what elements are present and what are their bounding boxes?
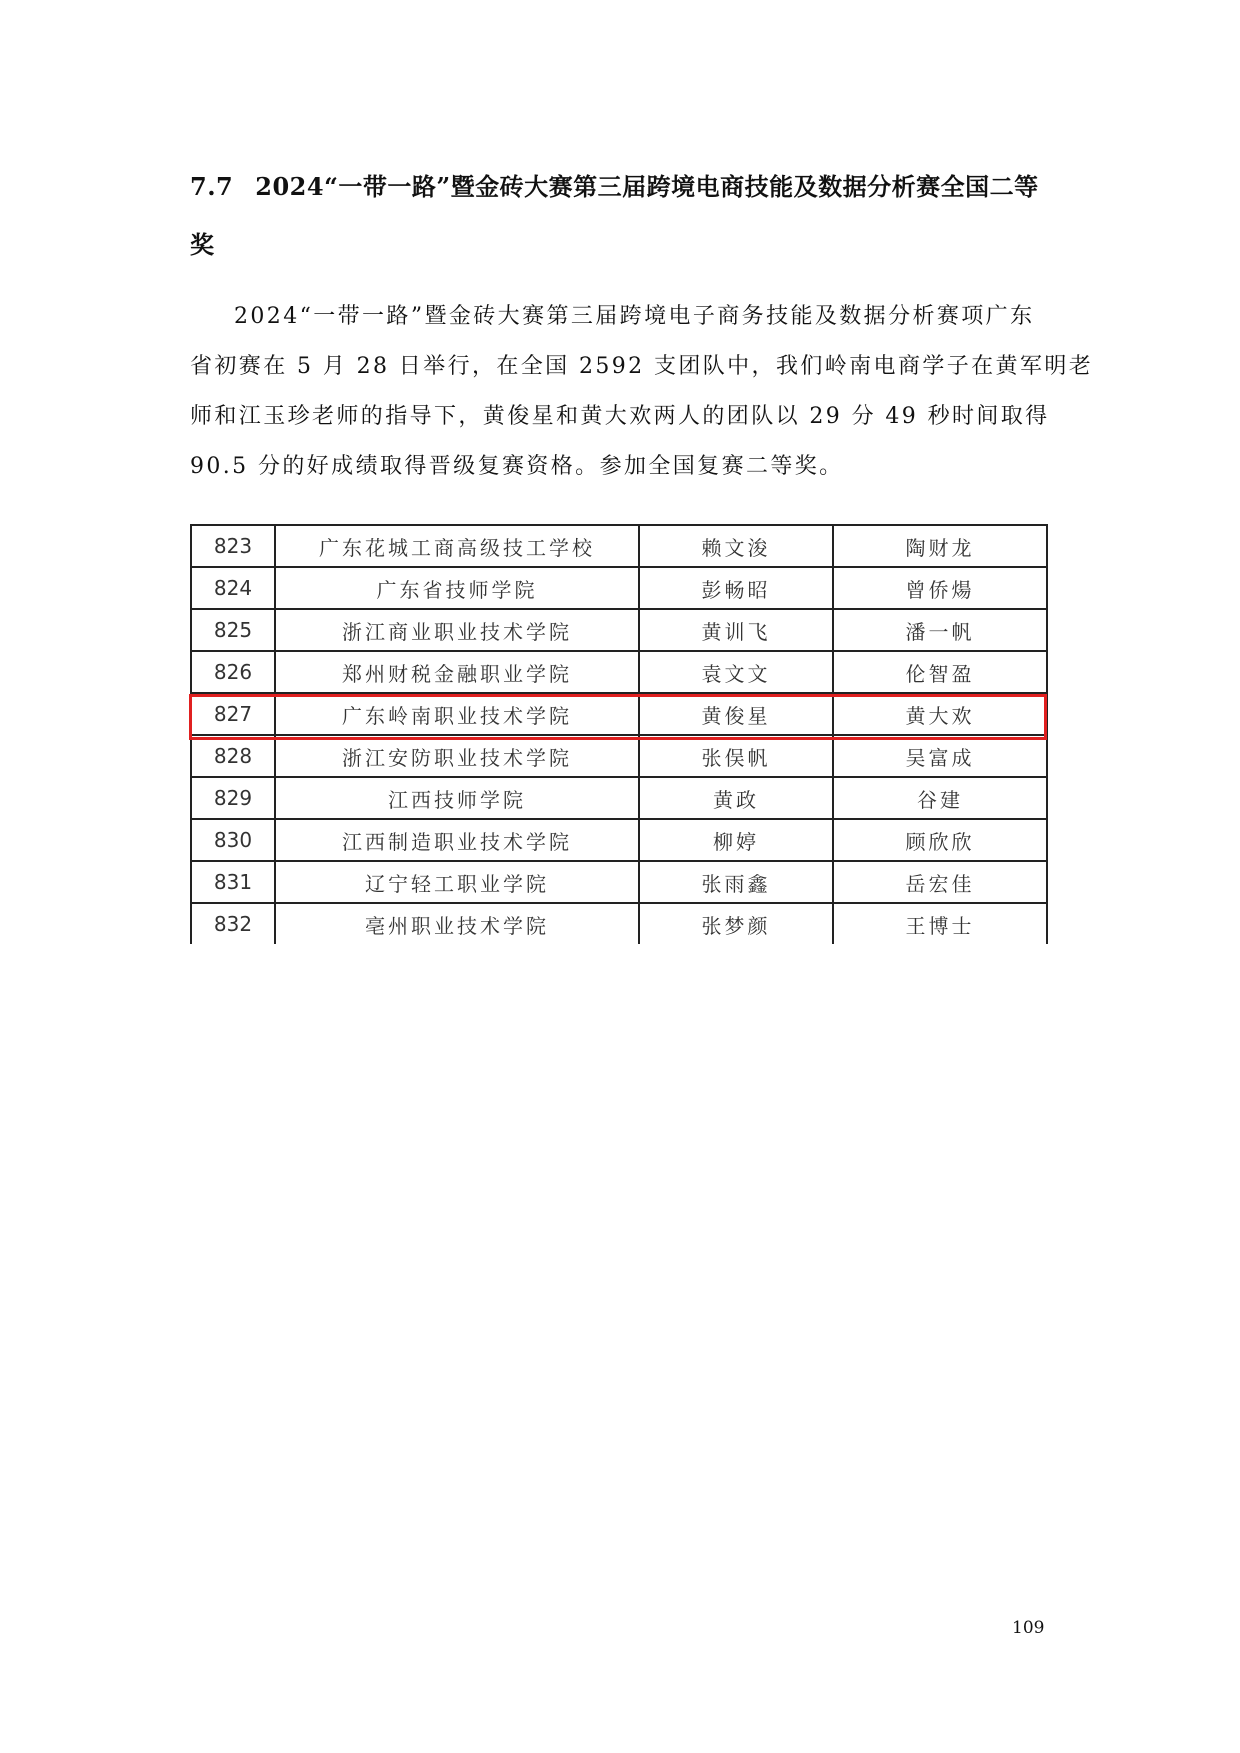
- row-number: 826: [191, 651, 275, 693]
- table-row: [191, 819, 1047, 861]
- row-number: 827: [191, 693, 275, 735]
- section-title-line2: 奖: [190, 230, 215, 259]
- row-number: 828: [191, 735, 275, 777]
- member-1: 张雨鑫: [639, 861, 833, 903]
- member-2: 陶财龙: [833, 525, 1047, 567]
- member-2: 吴富成: [833, 735, 1047, 777]
- member-2: 王博士: [833, 903, 1047, 944]
- row-number: 829: [191, 777, 275, 819]
- section-title-line1: 2024“一带一路”暨金砖大赛第三届跨境电商技能及数据分析赛全国二等: [255, 172, 1039, 201]
- row-number: 831: [191, 861, 275, 903]
- row-number: 823: [191, 525, 275, 567]
- table-row: [191, 567, 1047, 609]
- member-2: 黄大欢: [833, 693, 1047, 735]
- paragraph-line: 2024“一带一路”暨金砖大赛第三届跨境电子商务技能及数据分析赛项广东: [234, 304, 1035, 329]
- row-number: 832: [191, 903, 275, 944]
- table-row: [191, 609, 1047, 651]
- school-name: 广东岭南职业技术学院: [275, 693, 639, 735]
- school-name: 广东花城工商高级技工学校: [275, 525, 639, 567]
- paragraph-line: 师和江玉珍老师的指导下，黄俊星和黄大欢两人的团队以 29 分 49 秒时间取得: [190, 404, 1050, 429]
- paragraph-line: 省初赛在 5 月 28 日举行，在全国 2592 支团队中，我们岭南电商学子在黄军明老: [190, 354, 1094, 379]
- member-2: 潘一帆: [833, 609, 1047, 651]
- table-row: [191, 777, 1047, 819]
- member-1: 黄俊星: [639, 693, 833, 735]
- member-1: 袁文文: [639, 651, 833, 693]
- school-name: 辽宁轻工职业学院: [275, 861, 639, 903]
- member-2: 谷建: [833, 777, 1047, 819]
- member-1: 黄政: [639, 777, 833, 819]
- row-number: 825: [191, 609, 275, 651]
- row-number: 824: [191, 567, 275, 609]
- school-name: 亳州职业技术学院: [275, 903, 639, 944]
- table-row: [191, 525, 1047, 567]
- member-1: 张梦颜: [639, 903, 833, 944]
- table-row: [191, 735, 1047, 777]
- paragraph-line: 90.5 分的好成绩取得晋级复赛资格。参加全国复赛二等奖。: [190, 454, 844, 479]
- table-row: [191, 903, 1047, 944]
- member-1: 张俣帆: [639, 735, 833, 777]
- table-row: [191, 861, 1047, 903]
- section-number: 7.7: [190, 172, 234, 201]
- member-1: 黄训飞: [639, 609, 833, 651]
- member-2: 曾侨煬: [833, 567, 1047, 609]
- award-list-table: [190, 524, 1048, 944]
- school-name: 浙江安防职业技术学院: [275, 735, 639, 777]
- member-1: 柳婷: [639, 819, 833, 861]
- member-1: 彭畅昭: [639, 567, 833, 609]
- school-name: 郑州财税金融职业学院: [275, 651, 639, 693]
- body-paragraph: [190, 292, 1094, 492]
- member-2: 伦智盈: [833, 651, 1047, 693]
- member-2: 岳宏佳: [833, 861, 1047, 903]
- row-number: 830: [191, 819, 275, 861]
- member-2: 顾欣欣: [833, 819, 1047, 861]
- page-number: 109: [1012, 1618, 1045, 1638]
- table-row: [191, 651, 1047, 693]
- school-name: 浙江商业职业技术学院: [275, 609, 639, 651]
- school-name: 江西技师学院: [275, 777, 639, 819]
- school-name: 广东省技师学院: [275, 567, 639, 609]
- school-name: 江西制造职业技术学院: [275, 819, 639, 861]
- table-row-highlighted: [191, 693, 1047, 735]
- section-heading: [190, 158, 1070, 274]
- member-1: 赖文浚: [639, 525, 833, 567]
- award-list-table-image: [190, 524, 1046, 944]
